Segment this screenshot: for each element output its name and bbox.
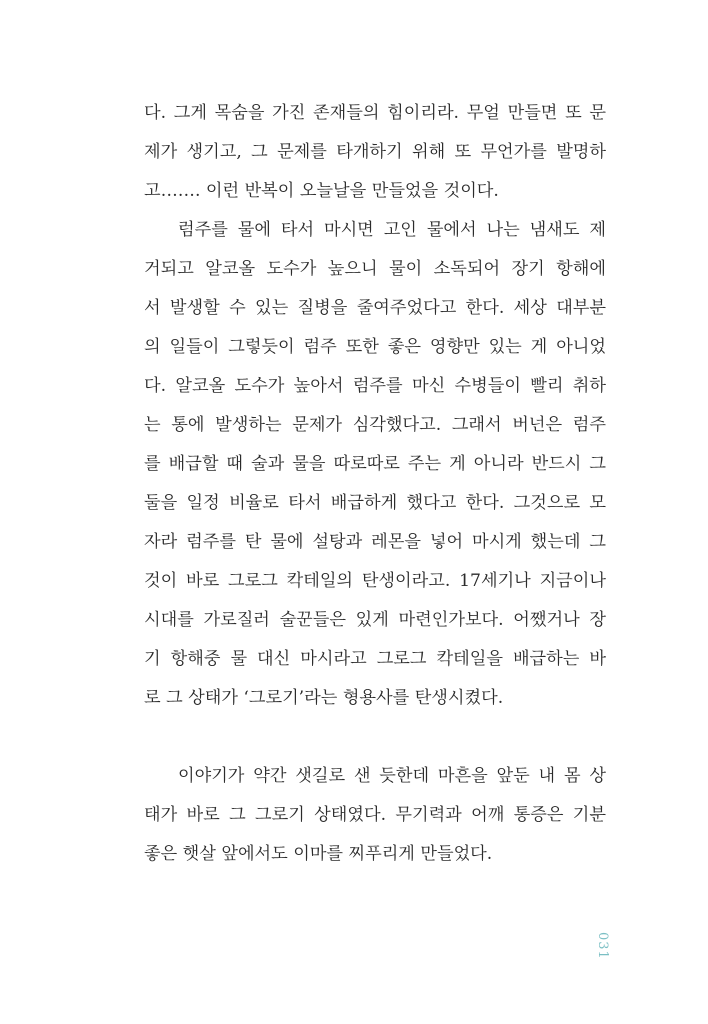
text-line: 제가 생기고, 그 문제를 타개하기 위해 또 무언가를 발명하 xyxy=(144,142,606,162)
text-line: 서 발생할 수 있는 질병을 줄여주었다고 한다. 세상 대부분 xyxy=(144,298,606,318)
text-line: 기 항해중 물 대신 마시라고 그로그 칵테일을 배급하는 바 xyxy=(144,649,606,669)
text-line: 좋은 햇살 앞에서도 이마를 찌푸리게 만들었다. xyxy=(144,844,493,864)
text-line: 고……. 이런 반복이 오늘날을 만들었을 것이다. xyxy=(144,181,499,201)
text-line: 자라 럼주를 탄 물에 설탕과 레몬을 넣어 마시게 했는데 그 xyxy=(144,532,606,552)
text-line: 다. 그게 목숨을 가진 존재들의 힘이리라. 무얼 만들면 또 문 xyxy=(144,103,606,123)
text-line: 것이 바로 그로그 칵테일의 탄생이라고. 17세기나 지금이나 xyxy=(144,571,606,591)
text-line: 로 그 상태가 ‘그로기’라는 형용사를 탄생시켰다. xyxy=(144,688,504,708)
text-line: 를 배급할 때 술과 물을 따로따로 주는 게 아니라 반드시 그 xyxy=(144,454,606,474)
text-line: 둘을 일정 비율로 타서 배급하게 했다고 한다. 그것으로 모 xyxy=(144,493,606,513)
text-line: 이야기가 약간 샛길로 샌 듯한데 마흔을 앞둔 내 몸 상 xyxy=(178,766,606,786)
paragraph xyxy=(144,94,606,211)
body-text xyxy=(144,94,606,874)
paragraph-gap xyxy=(144,718,606,757)
text-line: 의 일들이 그렇듯이 럼주 또한 좋은 영향만 있는 게 아니었 xyxy=(144,337,606,357)
paragraph xyxy=(144,211,606,718)
text-line: 다. 알코올 도수가 높아서 럼주를 마신 수병들이 빨리 취하 xyxy=(144,376,606,396)
text-line: 태가 바로 그 그로기 상태였다. 무기력과 어깨 통증은 기분 xyxy=(144,805,606,825)
text-line: 는 통에 발생하는 문제가 심각했다고. 그래서 버넌은 럼주 xyxy=(144,415,606,435)
text-line: 럼주를 물에 타서 마시면 고인 물에서 나는 냄새도 제 xyxy=(178,220,606,240)
paragraph xyxy=(144,757,606,874)
text-line: 거되고 알코올 도수가 높으니 물이 소독되어 장기 항해에 xyxy=(144,259,606,279)
page-number: 031 xyxy=(595,932,610,960)
text-line: 시대를 가로질러 술꾼들은 있게 마련인가보다. 어쨌거나 장 xyxy=(144,610,606,630)
